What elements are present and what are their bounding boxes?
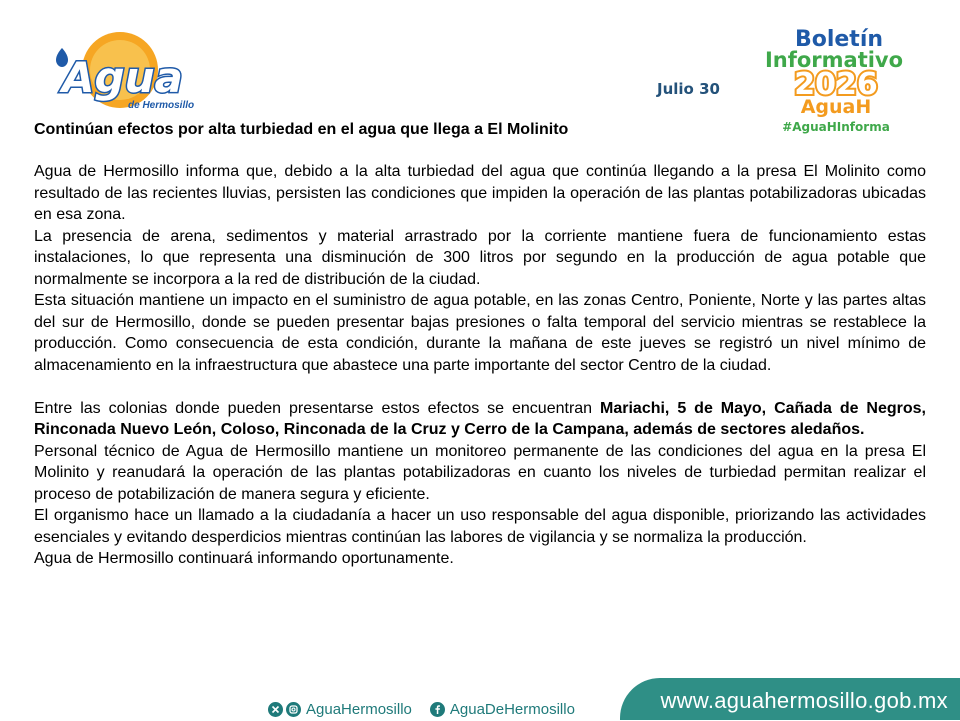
paragraph-1: Agua de Hermosillo informa que, debido a la alta turbiedad del agua que continúa llegando a la presa El Molinito como resultado de las recientes lluvias, persisten las condiciones que impiden la operación de las plantas potabilizadoras ubicadas en esa zona. — [34, 163, 926, 223]
instagram-icon[interactable] — [286, 702, 301, 717]
paragraph-7: Agua de Hermosillo continuará informando oportunamente. — [34, 550, 454, 567]
social-handle-1[interactable]: AguaHermosillo — [306, 700, 412, 718]
footer-social — [268, 698, 575, 720]
colonias-list: Mariachi, 5 de Mayo, Cañada de Negros, Rinconada Nuevo León, Coloso, Rinconada de la Cruz y Cerro de la Campana, además de sectores aledaños. — [34, 399, 926, 438]
bulletin-brand: AguaH — [800, 96, 872, 118]
logo-word: Agua — [62, 53, 183, 102]
social-handle-2[interactable]: AguaDeHermosillo — [449, 700, 575, 718]
x-icon[interactable] — [268, 702, 283, 717]
facebook-icon[interactable] — [430, 702, 445, 717]
agua-hermosillo-logo — [42, 28, 202, 118]
website-link[interactable]: www.aguahermosillo.gob.mx — [660, 688, 948, 713]
bulletin-title: Continúan efectos por alta turbiedad en el agua que llega a El Molinito — [34, 121, 569, 138]
paragraph-4-intro: Entre las colonias donde pueden presentarse estos efectos se encuentran — [34, 399, 601, 417]
bulletin-year: 2026 — [794, 67, 878, 102]
bulletin-body — [34, 119, 926, 570]
paragraph-5: Personal técnico de Agua de Hermosillo mantiene un monitoreo permanente de las condiciones del agua en la presa El Molinito y reanudará la operación de las plantas potabilizadoras en cuanto los niveles de turbiedad permitan realizar el proceso de potabilización de manera segura y eficiente. — [34, 442, 926, 503]
paragraph-2: La presencia de arena, sedimentos y material arrastrado por la corriente mantiene fuera de funcionamiento estas instalaciones, lo que representa una disminución de 300 litros por segundo en la producción de agua potable que normalmente se incorpora a la red de distribución de la ciudad. — [34, 227, 926, 288]
paragraph-6: El organismo hace un llamado a la ciudadanía a hacer un uso responsable del agua disponible, priorizando las actividades esenciales y evitando desperdicios mientras continúan las labores de vigilancia y se normaliza la producción. — [34, 507, 926, 546]
paragraph-3: Esta situación mantiene un impacto en el suministro de agua potable, en las zonas Centro, Poniente, Norte y las partes altas del sur de Hermosillo, donde se pueden presentar bajas presiones o falta temporal del servicio mientras se restablece la producción. Como consecuencia de esta condición, durante la mañana de este jueves se registró un nivel mínimo de almacenamiento en la infraestructura que abastece una parte importante del sector Centro de la ciudad. — [34, 292, 926, 374]
paragraph-4 — [34, 398, 926, 441]
bulletin-hashtag: #AguaHInforma — [782, 120, 890, 134]
bulletin-date: Julio 30 — [657, 80, 720, 98]
bulletin-line2: Informativo — [764, 48, 904, 72]
bulletin-line1: Boletín — [794, 27, 884, 52]
logo-sub: de Hermosillo — [128, 100, 195, 111]
